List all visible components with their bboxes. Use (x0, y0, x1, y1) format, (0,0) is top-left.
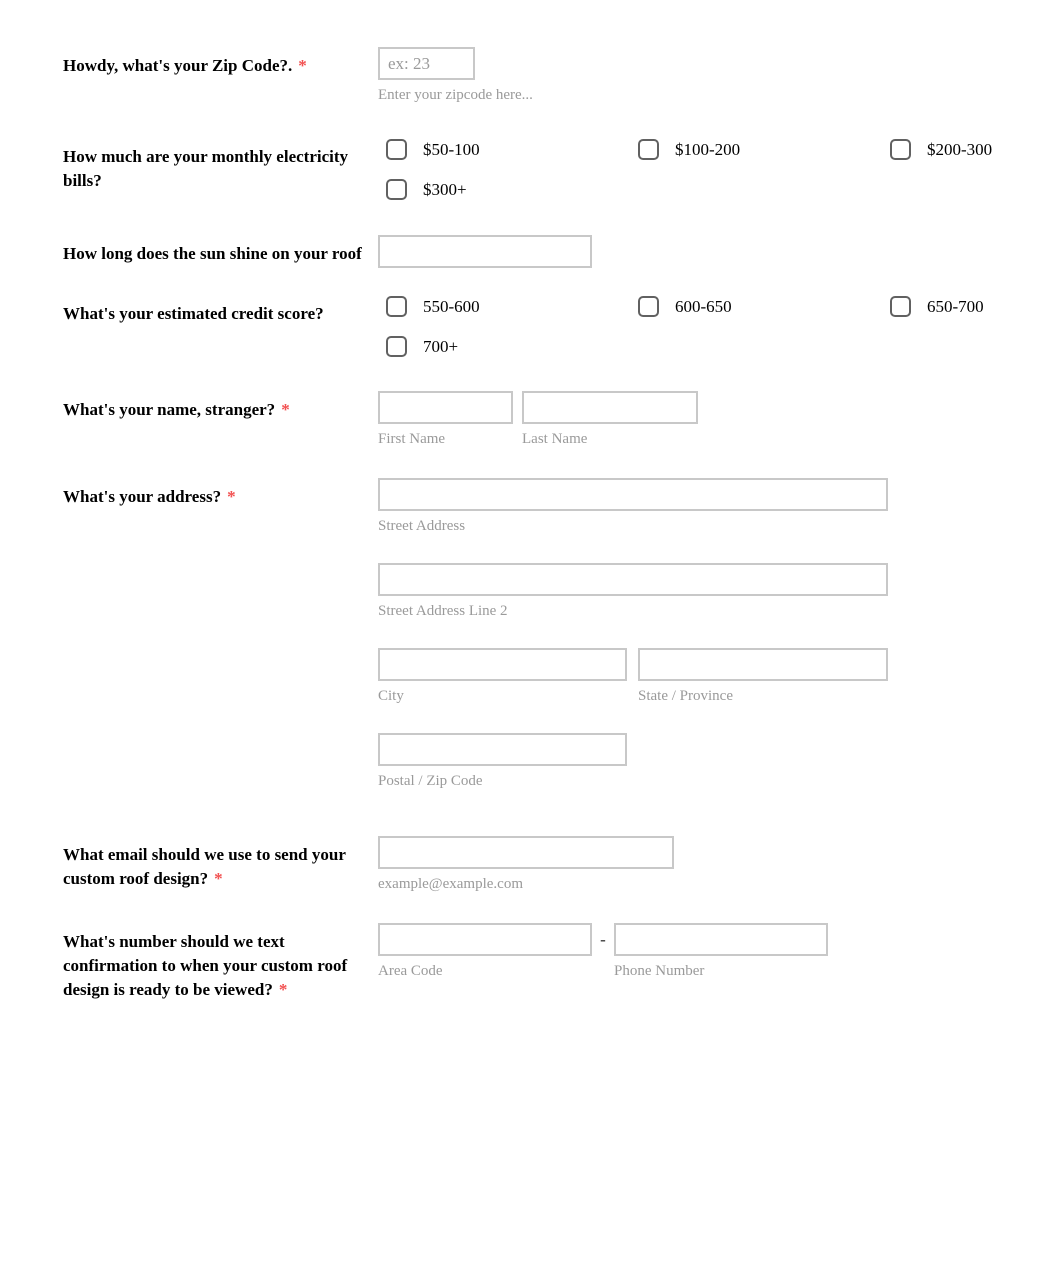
question-email (63, 836, 1044, 894)
area-code-input[interactable] (378, 923, 592, 956)
checkbox-icon[interactable] (638, 296, 659, 317)
required-asterisk: * (214, 869, 223, 888)
question-name (63, 391, 1044, 449)
question-label-text: How much are your monthly electricity bills? (63, 147, 349, 190)
bills-option-1[interactable] (378, 139, 630, 160)
phone-number-field (614, 923, 828, 981)
credit-option-1[interactable] (378, 296, 630, 317)
state-input[interactable] (638, 648, 888, 681)
first-name-field (378, 391, 513, 449)
checkbox-icon[interactable] (890, 296, 911, 317)
question-label-text: What's your address? (63, 487, 222, 506)
required-asterisk: * (298, 56, 307, 75)
question-label (63, 47, 378, 78)
email-input[interactable] (378, 836, 674, 869)
question-label-text: How long does the sun shine on your roof (63, 244, 362, 263)
required-asterisk: * (281, 400, 290, 419)
credit-options-grid (378, 295, 1044, 357)
question-phone (63, 923, 1044, 1002)
last-name-field (522, 391, 698, 449)
checkbox-icon[interactable] (890, 139, 911, 160)
street-address2-input[interactable] (378, 563, 888, 596)
checkbox-icon[interactable] (386, 296, 407, 317)
credit-option-3[interactable] (882, 296, 1044, 317)
street-address-sublabel: Street Address (378, 518, 466, 534)
bills-option-1-label: $50-100 (423, 139, 480, 159)
question-label-text: Howdy, what's your Zip Code?. (63, 56, 293, 75)
state-field (638, 648, 888, 706)
city-field (378, 648, 627, 706)
question-electricity-bills (63, 138, 1044, 200)
question-sun-on-roof (63, 235, 1044, 268)
checkbox-icon[interactable] (638, 139, 659, 160)
bills-option-2-label: $100-200 (675, 139, 741, 159)
question-label (63, 295, 378, 326)
last-name-input[interactable] (522, 391, 698, 424)
question-zip-code (63, 47, 1044, 105)
bills-option-4-label: $300+ (423, 179, 467, 199)
street-address2-sublabel: Street Address Line 2 (378, 603, 508, 619)
phone-separator: - (600, 929, 606, 949)
street-address-input[interactable] (378, 478, 888, 511)
question-label-text: What's your estimated credit score? (63, 304, 324, 323)
bills-options-grid (378, 138, 1044, 200)
question-label (63, 235, 378, 266)
city-input[interactable] (378, 648, 627, 681)
credit-option-2[interactable] (630, 296, 882, 317)
sun-hours-input[interactable] (378, 235, 592, 268)
bills-option-3-label: $200-300 (927, 139, 993, 159)
zip-code-input[interactable] (378, 47, 475, 80)
area-code-sublabel: Area Code (378, 963, 443, 979)
bills-option-3[interactable] (882, 139, 1044, 160)
phone-number-sublabel: Phone Number (614, 963, 705, 979)
first-name-sublabel: First Name (378, 431, 446, 447)
state-sublabel: State / Province (638, 688, 733, 704)
phone-number-input[interactable] (614, 923, 828, 956)
checkbox-icon[interactable] (386, 336, 407, 357)
credit-option-2-label: 600-650 (675, 296, 732, 316)
question-address (63, 478, 1044, 791)
street-address-field (378, 478, 1044, 536)
credit-option-4-label: 700+ (423, 336, 459, 356)
zip-code-sublabel: Enter your zipcode here... (378, 87, 533, 103)
postal-field (378, 733, 1044, 791)
area-code-field (378, 923, 592, 981)
required-asterisk: * (278, 980, 288, 999)
street-address2-field (378, 563, 1044, 621)
postal-sublabel: Postal / Zip Code (378, 773, 483, 789)
bills-option-2[interactable] (630, 139, 882, 160)
postal-code-input[interactable] (378, 733, 627, 766)
email-sublabel: example@example.com (378, 876, 524, 892)
question-label-text: What's your name, stranger? (63, 400, 276, 419)
question-label-text: What's number should we text confirmation to when your custom roof design is ready to be viewed? (63, 932, 348, 999)
credit-option-3-label: 650-700 (927, 296, 984, 316)
question-label (63, 478, 378, 509)
question-label-text: What email should we use to send your custom roof design? (63, 845, 346, 888)
bills-option-4[interactable] (378, 179, 630, 200)
required-asterisk: * (227, 487, 236, 506)
city-sublabel: City (378, 688, 404, 704)
question-label (63, 138, 378, 193)
question-label (63, 836, 378, 891)
checkbox-icon[interactable] (386, 179, 407, 200)
first-name-input[interactable] (378, 391, 513, 424)
last-name-sublabel: Last Name (522, 431, 588, 447)
checkbox-icon[interactable] (386, 139, 407, 160)
question-label (63, 923, 378, 1002)
question-credit-score (63, 295, 1044, 357)
credit-option-4[interactable] (378, 336, 630, 357)
question-label (63, 391, 378, 422)
credit-option-1-label: 550-600 (423, 296, 480, 316)
city-state-row (378, 648, 1044, 706)
